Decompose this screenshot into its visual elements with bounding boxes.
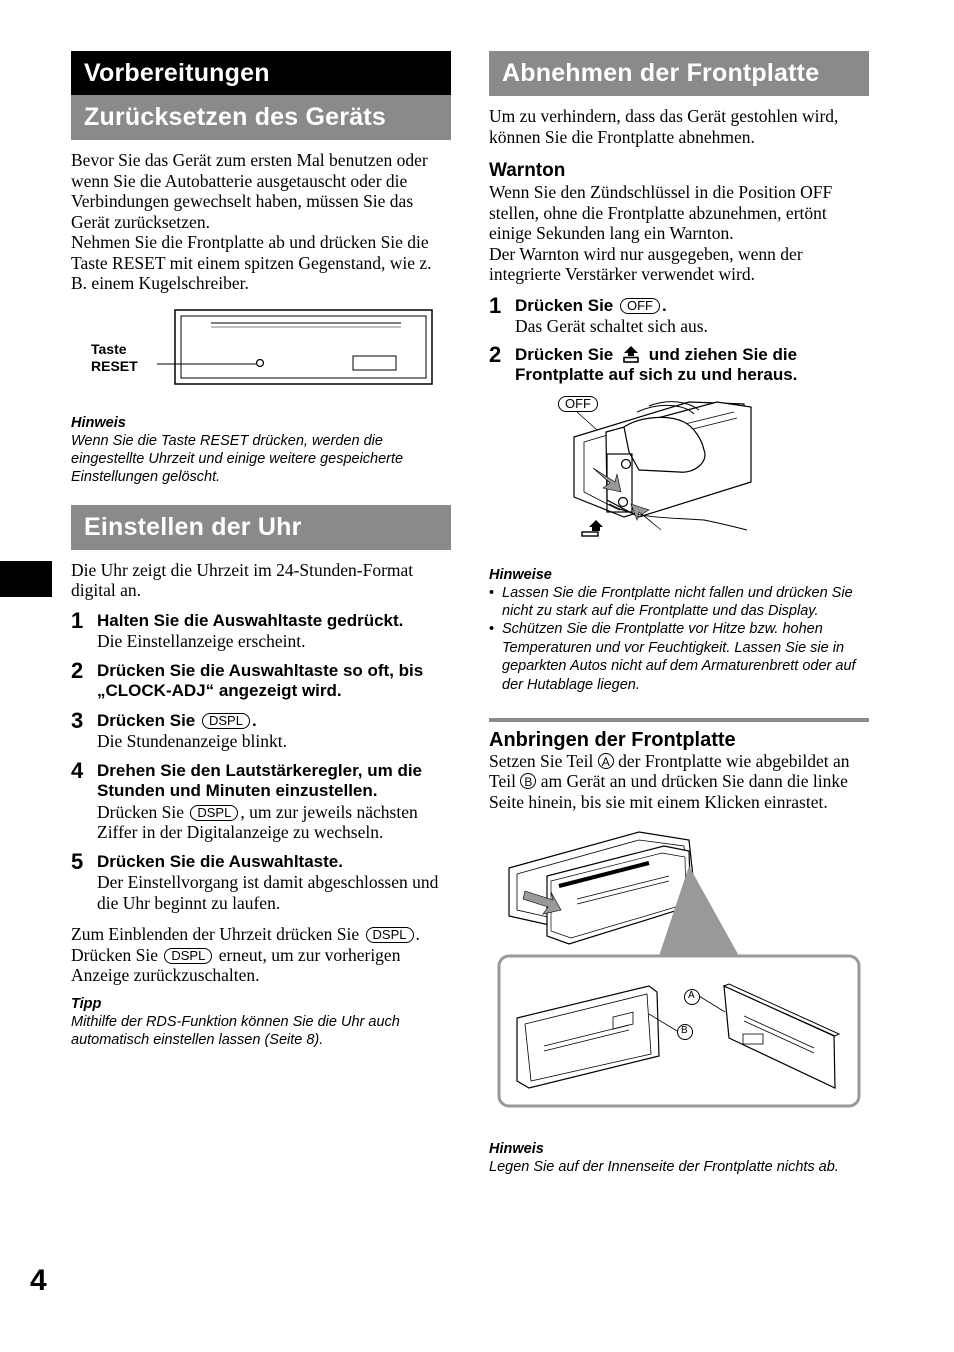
clock-step-5 [71,848,451,914]
attach-figure-label-b: B [681,1025,688,1037]
attach-figure [489,826,869,1126]
chapter-heading: Vorbereitungen [71,51,451,95]
detach-notes-title: Hinweise [489,566,552,583]
dspl-key-icon: DSPL [190,805,238,821]
warnton-paragraph-2: Der Warnton wird nur ausgegeben, wenn der integrierte Verstärker verwendet wird. [489,243,803,284]
off-key-label-icon: OFF [558,396,598,412]
label-a-icon: A [598,753,614,769]
section-heading-clock: Einstellen der Uhr [71,505,451,550]
attach-note-text: Legen Sie auf der Innenseite der Frontplatte nichts ab. [489,1159,839,1176]
clock-step-2 [71,657,451,702]
release-icon [622,345,640,363]
clock-outro-mid: . Drücken Sie [71,924,420,965]
clock-intro: Die Uhr zeigt die Uhrzeit im 24-Stunden-Format digital an. [71,559,414,601]
tip-text: Mithilfe der RDS-Funktion können Sie die Uhr auch automatisch einstellen lassen (Seite 8). [71,1013,400,1049]
hand-removing-faceplate-illustration [489,392,869,552]
step-instruction-rest: und ziehen Sie die Frontplatte auf sich zu und heraus. [515,344,798,384]
step-instruction-end: . [662,295,667,315]
step-number: 2 [71,657,84,683]
attach-heading: Anbringen der Frontplatte [489,728,736,751]
step-number: 3 [71,707,84,733]
step-instruction: Halten Sie die Auswahltaste gedrückt. [97,610,404,630]
reset-label-line1: Taste [91,340,127,357]
attach-faceplate-illustration [489,826,869,1126]
off-key-icon: OFF [620,298,660,314]
reset-note-text: Wenn Sie die Taste RESET drücken, werden die eingestellte Uhrzeit und einige weitere gespeicherte Einstellungen gelöscht. [71,432,404,486]
detach-figure [489,392,869,552]
step-instruction [515,345,869,386]
reset-label-line2: RESET [91,357,138,374]
step-result: Die Einstellanzeige erscheint. [97,631,306,652]
detach-note-1: • Lassen Sie die Frontplatte nicht fallen und drücken Sie nicht zu stark auf die Frontplatte und das Display. [489,584,869,621]
dspl-key-icon: DSPL [366,927,414,943]
tip-title: Tipp [71,995,102,1012]
section-heading-reset: Zurücksetzen des Geräts [71,95,451,140]
step-result-rest: , um zur jeweils nächsten Ziffer in der Digitalanzeige zu wechseln. [97,801,418,843]
reset-figure [71,308,451,408]
unit-front-illustration [71,308,451,408]
step-result-text: Drücken Sie [97,801,184,822]
attach-figure-label-a: A [688,990,695,1002]
attach-text-1: Setzen Sie Teil [489,750,594,771]
step-result [97,802,451,843]
clock-outro [71,924,451,986]
step-result: Die Stundenanzeige blinkt. [97,731,288,752]
clock-step-4 [71,757,451,843]
step-instruction-text: Drücken Sie [515,344,614,364]
step-instruction [515,296,869,317]
step-number: 2 [489,341,502,367]
label-b-icon: B [520,773,536,789]
step-instruction-end: . [251,710,257,730]
dspl-key-icon: DSPL [164,948,212,964]
warnton-paragraph-1: Wenn Sie den Zündschlüssel in die Position OFF stellen, ohne die Frontplatte abzunehmen, ertönt einige Sekunden lang ein Warnton. [489,182,833,243]
reset-paragraph-1: Bevor Sie das Gerät zum ersten Mal benutzen oder wenn Sie die Autobatterie ausgetauscht oder die Verbindungen gewechselt haben, müssen Sie das Gerät zurücksetzen. [71,150,428,232]
section-heading-detach: Abnehmen der Frontplatte [489,51,869,96]
attach-text-3: am Gerät an und drücken Sie dann die linke Seite hinein, bis sie mit einem Klicken einrastet. [489,771,848,812]
attach-text-2: der Frontplatte wie abgebildet an Teil [489,750,850,792]
step-result: Der Einstellvorgang ist damit abgeschlossen und die Uhr beginnt zu laufen. [97,872,439,913]
step-number: 1 [489,292,502,318]
detach-intro: Um zu verhindern, dass das Gerät gestohlen wird, können Sie die Frontplatte abnehmen. [489,106,839,147]
attach-note-title: Hinweis [489,1141,544,1158]
step-instruction: Drücken Sie die Auswahltaste. [97,851,343,871]
clock-outro-text: Zum Einblenden der Uhrzeit drücken Sie [71,924,360,945]
step-instruction [97,711,451,732]
step-number: 5 [71,848,84,874]
detach-step-1 [489,292,869,337]
clock-outro-end: erneut, um zur vorherigen Anzeige zurückzuschalten. [71,944,401,986]
reset-paragraph-2: Nehmen Sie die Frontplatte ab und drücken Sie die Taste RESET mit einem spitzen Gegenstand, wie z. B. einem Kugelschreiber. [71,232,432,293]
detach-step-2 [489,341,869,386]
attach-paragraph [489,751,869,813]
step-instruction: Drehen Sie den Lautstärkeregler, um die Stunden und Minuten einzustellen. [97,760,423,801]
step-number: 1 [71,607,84,633]
page-number: 4 [30,1264,47,1297]
step-instruction: Drücken Sie die Auswahltaste so oft, bis „CLOCK-ADJ“ angezeigt wird. [97,660,424,701]
reset-note-title: Hinweis [71,414,126,431]
left-column [71,51,451,1050]
step-instruction-text: Drücken Sie [97,710,196,730]
step-instruction-text: Drücken Sie [515,295,614,315]
chapter-thumb-tab [0,561,52,597]
step-result: Das Gerät schaltet sich aus. [515,316,708,336]
clock-step-3 [71,707,451,752]
dspl-key-icon: DSPL [202,713,250,729]
section-divider [489,718,869,722]
right-column [489,51,869,1177]
detach-note-2: • Schützen Sie die Frontplatte vor Hitze bzw. hohen Temperaturen und vor Feuchtigkeit. Lassen Sie sie in geparkten Autos nicht auf dem Armaturenbrett oder auf der Hutablage liegen. [489,620,869,694]
clock-step-1 [71,607,451,652]
warnton-heading: Warnton [489,160,566,181]
step-number: 4 [71,757,84,783]
